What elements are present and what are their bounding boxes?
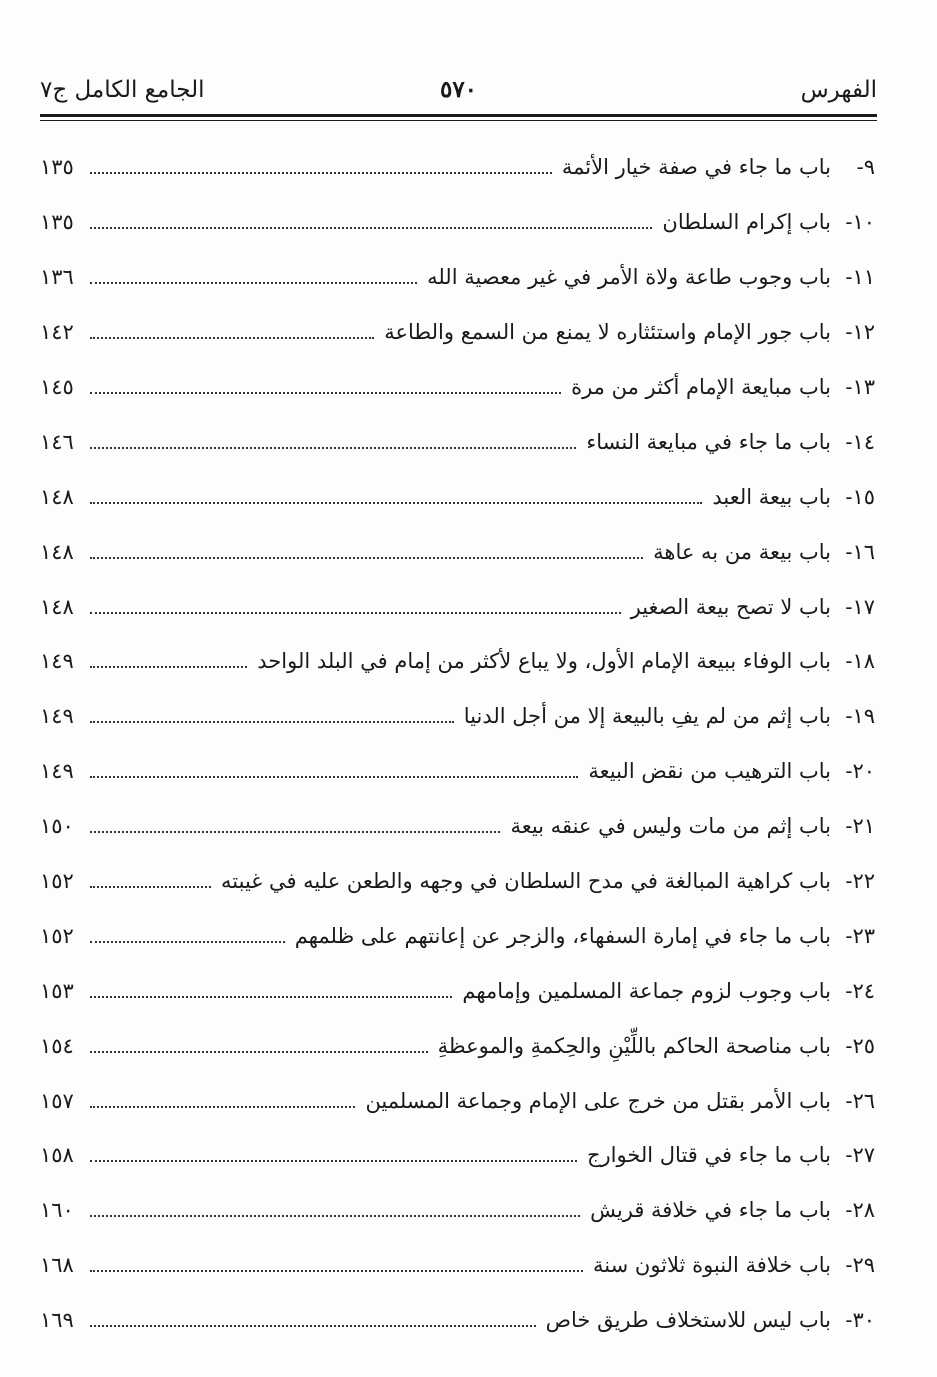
dot-leader <box>90 557 643 559</box>
toc-entry <box>40 250 875 305</box>
toc-entry-page: ١٥٢ <box>40 923 74 948</box>
toc-entry <box>40 524 875 579</box>
toc-entry <box>40 1183 875 1238</box>
toc-entry <box>40 1128 875 1183</box>
dot-leader <box>90 941 285 943</box>
toc-entry <box>40 469 875 524</box>
toc-entry-page: ١٣٥ <box>40 155 74 180</box>
toc-entry-title: باب جور الإمام واستئثاره لا يمنع من السمع والطاعة <box>384 320 831 345</box>
dot-leader <box>90 831 500 833</box>
toc-entry-title: باب ما جاء في مبايعة النساء <box>586 429 831 454</box>
toc-entry <box>40 579 875 634</box>
toc-entry-page: ١٤٩ <box>40 759 74 784</box>
toc-entry <box>40 140 875 195</box>
toc-entry <box>40 1238 875 1293</box>
toc-entry-page: ١٦٩ <box>40 1308 74 1333</box>
toc-entry-title: باب مناصحة الحاكم باللِّيْنِ والحِكمةِ والموعظةِ <box>437 1033 831 1058</box>
dot-leader <box>90 886 211 888</box>
dot-leader <box>90 1325 536 1327</box>
dot-leader <box>90 996 452 998</box>
toc-entry-title: باب وجوب طاعة ولاة الأمر في غير معصية الله <box>427 265 831 290</box>
toc-entry-number: ١٨- <box>845 649 875 674</box>
dot-leader <box>90 612 621 614</box>
toc-entry-page: ١٥٠ <box>40 814 74 839</box>
book-title: الجامع الكامل ج٧ <box>40 77 205 103</box>
toc-entry-page: ١٤٨ <box>40 539 74 564</box>
toc-entry <box>40 1073 875 1128</box>
toc-entry-title: باب وجوب لزوم جماعة المسلمين وإمامهم <box>462 978 831 1003</box>
toc-entry-title: باب ما جاء في إمارة السفهاء، والزجر عن إعانتهم على ظلمهم <box>294 923 831 948</box>
toc-entry <box>40 634 875 689</box>
toc-entry-page: ١٥٧ <box>40 1088 74 1113</box>
toc-entry-title: باب ما جاء في قتال الخوارج <box>586 1143 831 1168</box>
dot-leader <box>90 1051 428 1053</box>
toc-entry-number: ١٩- <box>845 704 875 729</box>
toc-entry-number: ٢٦- <box>845 1088 875 1113</box>
toc-entry-page: ١٦٠ <box>40 1198 74 1223</box>
toc-entry-title: باب مبايعة الإمام أكثر من مرة <box>571 375 831 399</box>
toc-entry-number: ٢٤- <box>845 978 875 1003</box>
dot-leader <box>90 392 561 394</box>
toc-entry-number: ٣٠- <box>845 1308 875 1333</box>
dot-leader <box>90 666 247 668</box>
toc-entry-page: ١٤٢ <box>40 320 74 345</box>
toc-entry-page: ١٤٨ <box>40 594 74 619</box>
toc-entry-title: باب ليس للاستخلاف طريق خاص <box>545 1308 831 1333</box>
toc-entry-number: ٢٥- <box>845 1033 875 1058</box>
toc-entry-number: ٢٧- <box>845 1143 875 1168</box>
toc-entry-number: ١٤- <box>845 429 875 454</box>
toc-entry-page: ١٥٢ <box>40 869 74 894</box>
toc-entry-number: ١٣- <box>845 375 875 399</box>
toc-entry <box>40 744 875 799</box>
dot-leader <box>90 1106 355 1108</box>
dot-leader <box>90 337 374 339</box>
toc-entry <box>40 689 875 744</box>
toc-entry-number: ٩- <box>856 155 875 180</box>
dot-leader <box>90 721 454 723</box>
header-rule-thick <box>40 114 877 117</box>
toc-entry <box>40 1018 875 1073</box>
toc-entry-title: باب الأمر بقتل من خرج على الإمام وجماعة المسلمين <box>365 1088 831 1113</box>
dot-leader <box>90 282 417 284</box>
toc-entry-title: باب بيعة من به عاهة <box>653 539 831 564</box>
toc-entry-title: باب إكرام السلطان <box>662 210 831 235</box>
toc-entry-page: ١٥٣ <box>40 978 74 1003</box>
toc-entry-page: ١٦٨ <box>40 1253 74 1278</box>
toc-entry <box>40 908 875 963</box>
header-rule-thin <box>40 120 877 121</box>
dot-leader <box>90 1270 583 1272</box>
toc-entry-number: ١١- <box>845 265 875 290</box>
dot-leader <box>90 776 578 778</box>
toc-entry-number: ٢١- <box>845 814 875 839</box>
toc-entry-title: باب إثم من مات وليس في عنقه بيعة <box>510 814 831 839</box>
toc-entry-number: ٢٩- <box>845 1253 875 1278</box>
toc-entry-page: ١٤٩ <box>40 704 74 729</box>
toc-entry-number: ٢٣- <box>845 923 875 948</box>
toc-entry-number: ١٧- <box>845 594 875 619</box>
toc-entry-number: ٢٠- <box>845 759 875 784</box>
toc-entry <box>40 1293 875 1348</box>
toc-entry-number: ٢٨- <box>845 1198 875 1223</box>
toc-entry-page: ١٣٥ <box>40 210 74 235</box>
toc-entry-title: باب الوفاء ببيعة الإمام الأول، ولا يباع لأكثر من إمام في البلد الواحد <box>257 649 831 674</box>
toc-entry-title: باب ما جاء في صفة خيار الأئمة <box>561 155 831 180</box>
toc-entry-number: ١٦- <box>845 539 875 564</box>
toc-entry-page: ١٤٦ <box>40 429 74 454</box>
toc-entry-page: ١٥٤ <box>40 1033 74 1058</box>
toc-entry <box>40 305 875 360</box>
toc-entry-page: ١٣٦ <box>40 265 74 290</box>
table-of-contents <box>40 140 875 1348</box>
dot-leader <box>90 1215 580 1217</box>
dot-leader <box>90 227 652 229</box>
toc-entry <box>40 799 875 854</box>
toc-entry <box>40 360 875 415</box>
toc-entry-title: باب إثم من لم يفِ بالبيعة إلا من أجل الدنيا <box>463 704 831 729</box>
toc-entry-number: ١٠- <box>845 210 875 235</box>
toc-entry-title: باب ما جاء في خلافة قريش <box>590 1198 831 1223</box>
toc-entry-title: باب بيعة العبد <box>712 484 831 509</box>
toc-entry <box>40 963 875 1018</box>
toc-entry-number: ١٢- <box>845 320 875 345</box>
toc-entry <box>40 195 875 250</box>
toc-entry-page: ١٥٨ <box>40 1143 74 1168</box>
dot-leader <box>90 1160 577 1162</box>
toc-entry-number: ١٥- <box>845 484 875 509</box>
running-header <box>40 70 877 110</box>
toc-entry-title: باب الترهيب من نقض البيعة <box>588 759 831 784</box>
section-title: الفهرس <box>800 77 877 103</box>
toc-entry-page: ١٤٥ <box>40 375 74 399</box>
toc-entry-number: ٢٢- <box>845 869 875 894</box>
dot-leader <box>90 502 702 504</box>
dot-leader <box>90 447 576 449</box>
toc-entry-title: باب لا تصح بيعة الصغير <box>630 594 831 619</box>
dot-leader <box>90 172 552 174</box>
toc-entry-title: باب كراهية المبالغة في مدح السلطان في وجهه والطعن عليه في غيبته <box>221 869 831 894</box>
toc-entry <box>40 854 875 909</box>
toc-entry-title: باب خلافة النبوة ثلاثون سنة <box>593 1253 831 1278</box>
toc-entry-page: ١٤٩ <box>40 649 74 674</box>
toc-entry-page: ١٤٨ <box>40 484 74 509</box>
page-number: ٥٧٠ <box>439 76 478 103</box>
toc-entry <box>40 414 875 469</box>
